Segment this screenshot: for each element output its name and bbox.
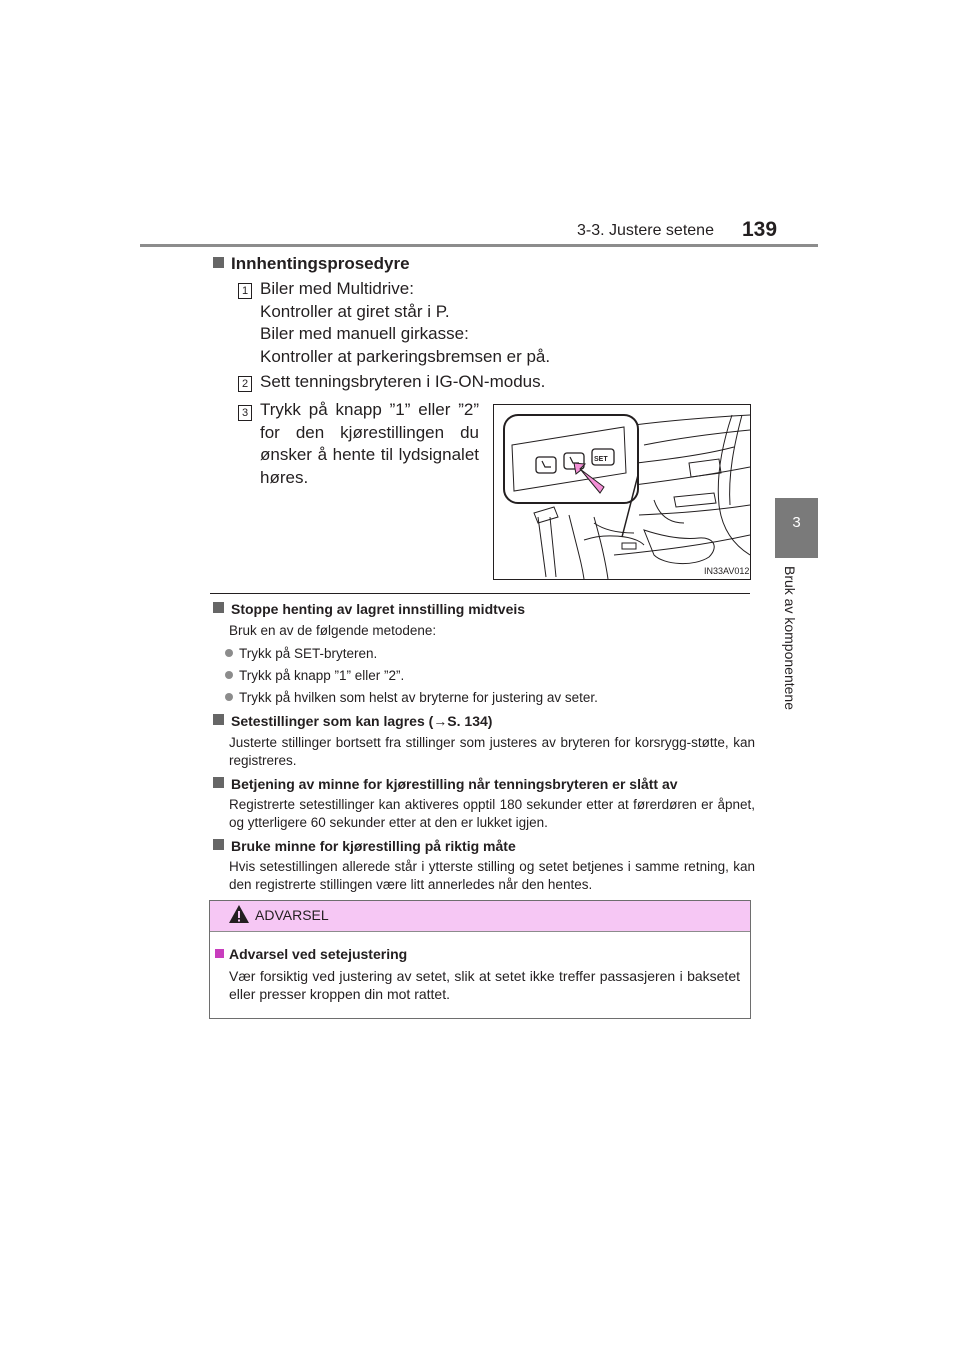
note-heading <box>213 601 525 617</box>
note-heading <box>213 713 492 729</box>
note-title: Stoppe henting av lagret innstilling midtveis <box>231 601 526 617</box>
warning-title: ADVARSEL <box>255 907 329 923</box>
square-bullet-icon <box>213 714 224 725</box>
bullet-dot-icon <box>225 671 233 679</box>
warning-header-divider <box>210 931 750 932</box>
step-number-2: 2 <box>238 376 252 392</box>
step-1-line: Kontroller at giret står i P. <box>260 301 450 321</box>
note-title: Setestillinger som kan lagres (→S. 134) <box>231 713 493 729</box>
note-intro: Bruk en av de følgende metodene: <box>229 623 437 638</box>
page-number: 139 <box>742 218 778 241</box>
square-bullet-icon <box>213 839 224 850</box>
memory-button-1 <box>536 457 556 473</box>
square-bullet-icon <box>213 257 224 268</box>
bullet-dot-icon <box>225 693 233 701</box>
step-3-text: Trykk på knapp ”1” eller ”2” for den kjørestillingen du ønsker å hente til lydsignalet høres. <box>260 400 479 487</box>
list-item: Trykk på SET-bryteren. <box>225 646 377 661</box>
note-heading <box>213 776 678 792</box>
chapter-tab-number: 3 <box>792 514 801 531</box>
note-body: Hvis setestillingen allerede står i ytterste stilling og setet betjenes i samme retning, kan den registrerte stillingen være litt annerledes når den hentes. <box>229 859 755 892</box>
note-body: Registrerte setestillinger kan aktiveres opptil 180 sekunder etter at førerdøren er åpnet, og ytterligere 60 sekunder etter at den er lukket igjen. <box>229 797 755 830</box>
svg-text:SET: SET <box>594 456 608 463</box>
warning-body: Vær forsiktig ved justering av setet, slik at setet ikke treffer passasjeren i baksetet eller presser kroppen din mot rattet. <box>229 968 740 1002</box>
chapter-tab-title: Bruk av komponentene <box>782 566 798 710</box>
procedure-heading <box>213 254 410 274</box>
procedure-title: Innhentingsprosedyre <box>231 254 410 273</box>
square-bullet-icon <box>215 949 224 958</box>
square-bullet-icon <box>213 777 224 788</box>
section-divider <box>210 593 750 594</box>
step-1-line: Biler med Multidrive: <box>260 279 414 298</box>
note-body: Justerte stillinger bortsett fra stillinger som justeres av bryteren for korsrygg-støtte, kan registreres. <box>229 735 755 768</box>
memory-button-illustration <box>493 404 751 580</box>
step-2-text: Sett tenningsbryteren i IG-ON-modus. <box>260 372 546 391</box>
step-number-3: 3 <box>238 405 252 421</box>
square-bullet-icon <box>213 602 224 613</box>
step-1-line: Biler med manuell girkasse: <box>260 324 469 343</box>
step-number-1: 1 <box>238 283 252 299</box>
warning-triangle-icon <box>228 904 250 924</box>
header-divider <box>140 244 818 247</box>
note-title: Bruke minne for kjørestilling på riktig måte <box>231 838 516 854</box>
car-interior-drawing <box>494 405 750 579</box>
note-heading <box>213 838 516 854</box>
bullet-dot-icon <box>225 649 233 657</box>
step-1-line: Kontroller at parkeringsbremsen er på. <box>260 346 551 366</box>
list-item: Trykk på knapp ”1” eller ”2”. <box>225 668 404 683</box>
illustration-code: IN33AV012 <box>704 566 750 576</box>
warning-subtitle-row <box>215 946 407 962</box>
list-item: Trykk på hvilken som helst av bryterne for justering av seter. <box>225 690 598 705</box>
header-section-title: 3-3. Justere setene <box>577 222 714 239</box>
step-1-text <box>260 278 550 368</box>
note-title: Betjening av minne for kjørestilling når tenningsbryteren er slått av <box>231 776 678 792</box>
warning-subtitle: Advarsel ved setejustering <box>229 946 408 962</box>
